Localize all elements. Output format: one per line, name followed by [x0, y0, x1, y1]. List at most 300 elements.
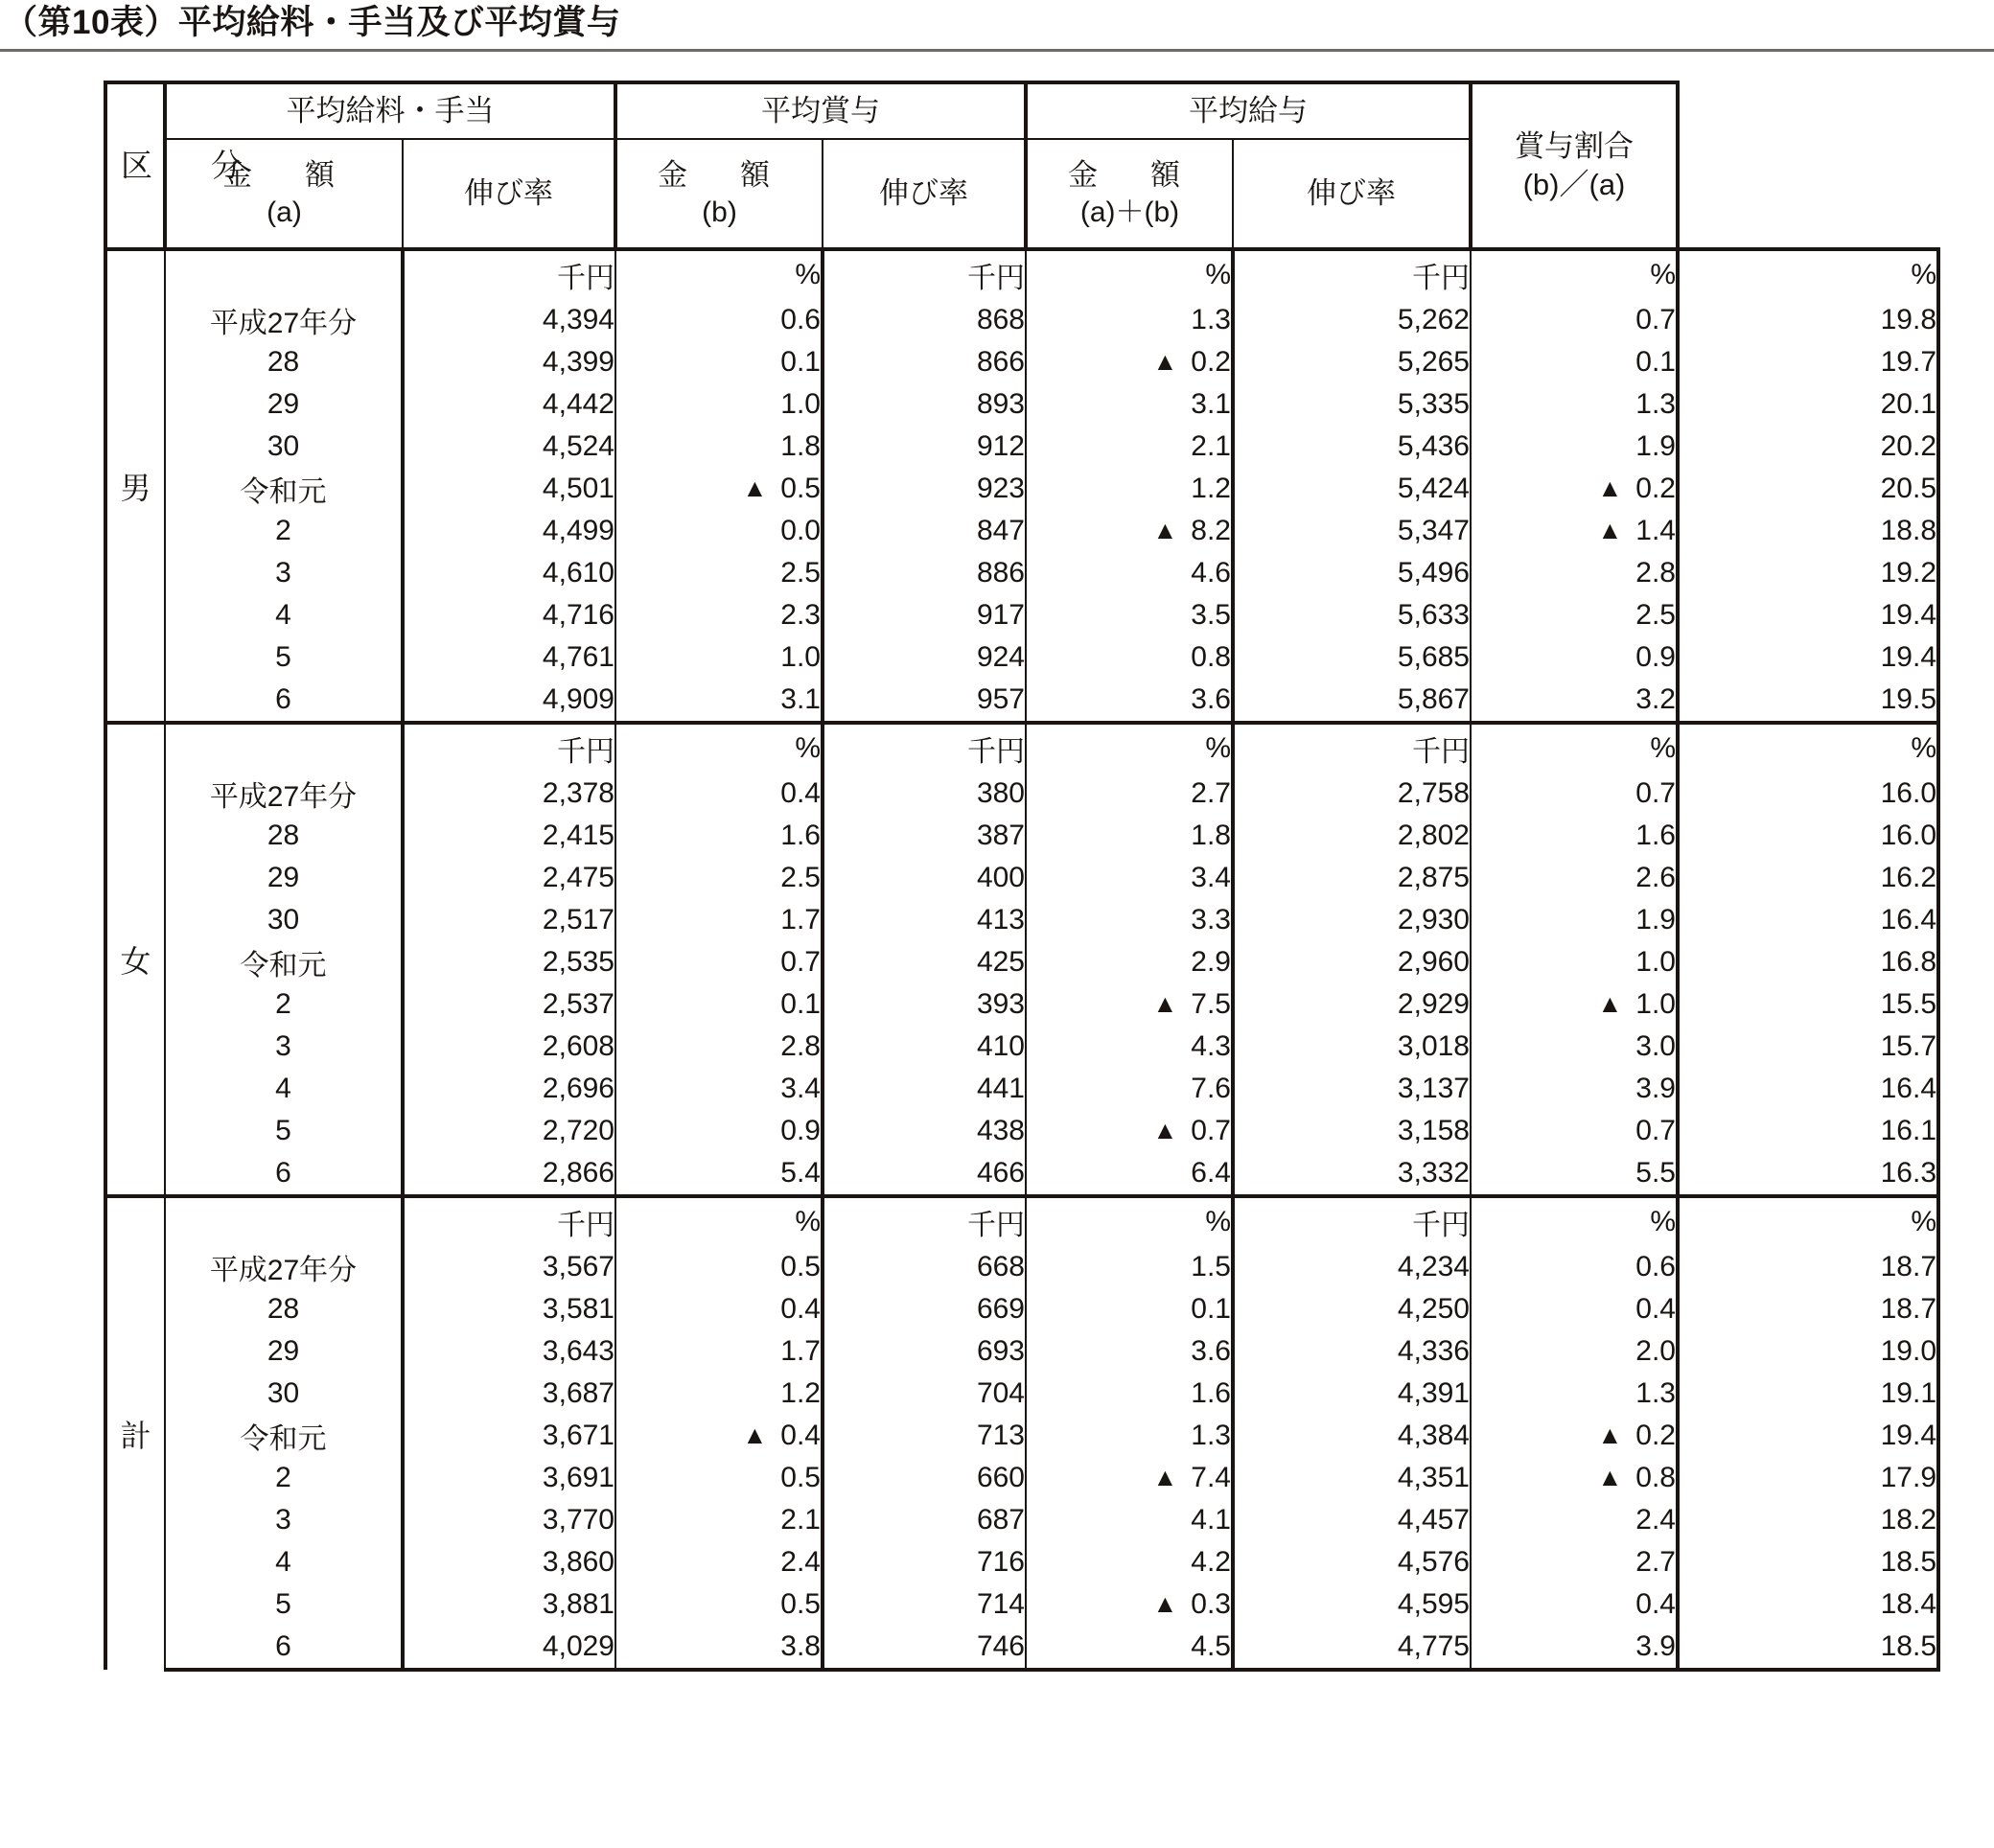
- header-group-total: 平均給与: [1026, 82, 1471, 139]
- cell-bonus-amount: 704: [823, 1373, 1026, 1415]
- cell-total-growth: 0.4: [1471, 1288, 1678, 1330]
- cell-total-amount: 4,576: [1233, 1541, 1471, 1583]
- table-row: [105, 636, 1938, 679]
- cell-bonus-ratio: 19.5: [1678, 679, 1938, 723]
- cell-bonus-amount: 393: [823, 983, 1026, 1026]
- negative-triangle-icon: ▲: [1152, 1589, 1178, 1618]
- table-row: [105, 299, 1938, 341]
- cell-total-amount: 2,929: [1233, 983, 1471, 1026]
- cell-bonus-growth: 4.5: [1026, 1626, 1233, 1670]
- cell-bonus-amount: 660: [823, 1457, 1026, 1499]
- table-row: [105, 1415, 1938, 1457]
- table-row: [105, 983, 1938, 1026]
- cell-salary-amount: 4,524: [403, 426, 615, 468]
- table-row: [105, 899, 1938, 941]
- cell-bonus-growth: 4.6: [1026, 552, 1233, 594]
- unit-bonus-growth: %: [1026, 723, 1233, 773]
- cell-bonus-growth: 2.9: [1026, 941, 1233, 983]
- row-year-label: 3: [165, 1026, 403, 1068]
- cell-total-growth: 1.9: [1471, 899, 1678, 941]
- cell-salary-amount: 2,696: [403, 1068, 615, 1110]
- cell-total-amount: 3,158: [1233, 1110, 1471, 1152]
- cell-total-growth: 1.6: [1471, 815, 1678, 857]
- cell-salary-growth: 3.8: [615, 1626, 823, 1670]
- row-year-label: 30: [165, 1373, 403, 1415]
- cell-bonus-amount: 438: [823, 1110, 1026, 1152]
- cell-bonus-ratio: 19.7: [1678, 341, 1938, 383]
- cell-bonus-amount: 425: [823, 941, 1026, 983]
- cell-salary-growth: 3.4: [615, 1068, 823, 1110]
- cell-total-growth: 3.9: [1471, 1626, 1678, 1670]
- cell-salary-growth: ▲ 0.5: [615, 468, 823, 510]
- table-row: [105, 510, 1938, 552]
- header-kubun: 区 分: [105, 82, 165, 249]
- cell-total-amount: 2,802: [1233, 815, 1471, 857]
- cell-bonus-amount: 886: [823, 552, 1026, 594]
- cell-bonus-ratio: 16.4: [1678, 1068, 1938, 1110]
- row-year-label: 6: [165, 1626, 403, 1670]
- cell-total-amount: 5,685: [1233, 636, 1471, 679]
- cell-bonus-amount: 441: [823, 1068, 1026, 1110]
- cell-total-amount: 2,875: [1233, 857, 1471, 899]
- cell-bonus-growth: 1.2: [1026, 468, 1233, 510]
- table-row: [105, 679, 1938, 723]
- cell-salary-amount: 3,687: [403, 1373, 615, 1415]
- cell-bonus-ratio: 16.0: [1678, 773, 1938, 815]
- cell-total-amount: 5,496: [1233, 552, 1471, 594]
- row-year-label: 28: [165, 1288, 403, 1330]
- cell-bonus-growth: 2.7: [1026, 773, 1233, 815]
- header-group-bonus: 平均賞与: [615, 82, 1026, 139]
- cell-salary-growth: 2.4: [615, 1541, 823, 1583]
- cell-total-growth: 2.0: [1471, 1330, 1678, 1373]
- row-year-label: 30: [165, 899, 403, 941]
- cell-salary-growth: 0.4: [615, 773, 823, 815]
- cell-salary-growth: 0.5: [615, 1457, 823, 1499]
- cell-bonus-ratio: 16.8: [1678, 941, 1938, 983]
- cell-bonus-amount: 716: [823, 1541, 1026, 1583]
- unit-bonus-amount: 千円: [823, 1196, 1026, 1246]
- row-year-label: 令和元: [165, 1415, 403, 1457]
- cell-salary-amount: 3,770: [403, 1499, 615, 1541]
- cell-bonus-ratio: 16.0: [1678, 815, 1938, 857]
- cell-total-growth: 2.7: [1471, 1541, 1678, 1583]
- cell-total-amount: 2,960: [1233, 941, 1471, 983]
- cell-total-amount: 5,436: [1233, 426, 1471, 468]
- cell-salary-amount: 2,720: [403, 1110, 615, 1152]
- table-row: [105, 815, 1938, 857]
- cell-bonus-ratio: 18.5: [1678, 1541, 1938, 1583]
- header-total-amount-line1: 金 額: [1068, 157, 1192, 192]
- unit-salary-growth: %: [615, 1196, 823, 1246]
- cell-bonus-growth: 2.1: [1026, 426, 1233, 468]
- table-row: [105, 1068, 1938, 1110]
- unit-row-label-blank: [165, 723, 403, 773]
- cell-total-growth: ▲ 1.4: [1471, 510, 1678, 552]
- header-group-row: [105, 82, 1938, 139]
- negative-triangle-icon: ▲: [1152, 989, 1178, 1018]
- cell-total-growth: 1.0: [1471, 941, 1678, 983]
- cell-bonus-ratio: 18.8: [1678, 510, 1938, 552]
- cell-bonus-growth: 7.6: [1026, 1068, 1233, 1110]
- cell-salary-amount: 4,394: [403, 299, 615, 341]
- row-year-label: 4: [165, 594, 403, 636]
- cell-total-growth: ▲ 0.8: [1471, 1457, 1678, 1499]
- cell-bonus-growth: 1.8: [1026, 815, 1233, 857]
- cell-bonus-amount: 410: [823, 1026, 1026, 1068]
- header-bonus-ratio-line2: (b)／(a): [1522, 168, 1626, 201]
- cell-salary-amount: 2,475: [403, 857, 615, 899]
- cell-salary-amount: 2,608: [403, 1026, 615, 1068]
- unit-total-amount: 千円: [1233, 249, 1471, 299]
- cell-total-amount: 4,391: [1233, 1373, 1471, 1415]
- cell-bonus-growth: 6.4: [1026, 1152, 1233, 1196]
- cell-total-growth: 2.4: [1471, 1499, 1678, 1541]
- header-total-amount: [1026, 139, 1233, 249]
- cell-salary-growth: 5.4: [615, 1152, 823, 1196]
- cell-bonus-ratio: 20.2: [1678, 426, 1938, 468]
- unit-bonus-ratio: %: [1678, 249, 1938, 299]
- row-year-label: 6: [165, 679, 403, 723]
- table-row: [105, 1626, 1938, 1670]
- cell-bonus-growth: 1.6: [1026, 1373, 1233, 1415]
- negative-triangle-icon: ▲: [1597, 1463, 1623, 1491]
- cell-bonus-growth: ▲ 7.4: [1026, 1457, 1233, 1499]
- cell-salary-growth: 0.6: [615, 299, 823, 341]
- table-row: [105, 1541, 1938, 1583]
- unit-row: [105, 249, 1938, 299]
- cell-bonus-growth: ▲ 0.2: [1026, 341, 1233, 383]
- negative-triangle-icon: ▲: [1152, 347, 1178, 376]
- cell-bonus-ratio: 18.4: [1678, 1583, 1938, 1626]
- unit-salary-growth: %: [615, 249, 823, 299]
- header-bonus-amount-line2: (b): [702, 196, 737, 228]
- cell-total-growth: ▲ 0.2: [1471, 468, 1678, 510]
- unit-row: [105, 1196, 1938, 1246]
- header-bonus-ratio-line1: 賞与割合: [1515, 128, 1634, 163]
- table-row: [105, 1330, 1938, 1373]
- cell-bonus-amount: 713: [823, 1415, 1026, 1457]
- cell-bonus-amount: 413: [823, 899, 1026, 941]
- negative-triangle-icon: ▲: [1152, 1116, 1178, 1144]
- cell-salary-amount: 4,501: [403, 468, 615, 510]
- cell-bonus-ratio: 18.5: [1678, 1626, 1938, 1670]
- row-year-label: 28: [165, 815, 403, 857]
- cell-salary-amount: 3,581: [403, 1288, 615, 1330]
- unit-salary-amount: 千円: [403, 723, 615, 773]
- negative-triangle-icon: ▲: [1152, 1463, 1178, 1491]
- cell-bonus-amount: 687: [823, 1499, 1026, 1541]
- cell-bonus-growth: 1.3: [1026, 299, 1233, 341]
- cell-salary-amount: 4,761: [403, 636, 615, 679]
- table-row: [105, 1110, 1938, 1152]
- cell-salary-growth: 1.6: [615, 815, 823, 857]
- row-year-label: 29: [165, 1330, 403, 1373]
- unit-bonus-growth: %: [1026, 249, 1233, 299]
- unit-row-label-blank: [165, 249, 403, 299]
- cell-total-amount: 5,265: [1233, 341, 1471, 383]
- row-year-label: 平成27年分: [165, 1246, 403, 1288]
- cell-total-growth: 0.1: [1471, 341, 1678, 383]
- table-row: [105, 426, 1938, 468]
- cell-salary-growth: 0.1: [615, 983, 823, 1026]
- cell-salary-growth: 0.5: [615, 1583, 823, 1626]
- cell-total-amount: 3,018: [1233, 1026, 1471, 1068]
- cell-salary-amount: 3,881: [403, 1583, 615, 1626]
- cell-salary-growth: 1.7: [615, 899, 823, 941]
- cell-total-growth: 2.8: [1471, 552, 1678, 594]
- negative-triangle-icon: ▲: [742, 474, 768, 502]
- cell-bonus-growth: 3.6: [1026, 679, 1233, 723]
- cell-bonus-amount: 924: [823, 636, 1026, 679]
- table-row: [105, 1583, 1938, 1626]
- cell-salary-amount: 4,716: [403, 594, 615, 636]
- cell-salary-growth: 0.0: [615, 510, 823, 552]
- cell-bonus-ratio: 19.1: [1678, 1373, 1938, 1415]
- row-year-label: 令和元: [165, 941, 403, 983]
- cell-salary-growth: 1.0: [615, 636, 823, 679]
- table-row: [105, 1246, 1938, 1288]
- cell-bonus-ratio: 17.9: [1678, 1457, 1938, 1499]
- cell-salary-amount: 2,378: [403, 773, 615, 815]
- cell-total-amount: 5,335: [1233, 383, 1471, 426]
- unit-total-amount: 千円: [1233, 723, 1471, 773]
- cell-total-amount: 4,595: [1233, 1583, 1471, 1626]
- cell-total-amount: 2,930: [1233, 899, 1471, 941]
- cell-salary-amount: 3,671: [403, 1415, 615, 1457]
- row-year-label: 平成27年分: [165, 299, 403, 341]
- cell-bonus-ratio: 16.2: [1678, 857, 1938, 899]
- cell-salary-growth: 2.3: [615, 594, 823, 636]
- cell-salary-growth: 0.5: [615, 1246, 823, 1288]
- cell-bonus-ratio: 20.5: [1678, 468, 1938, 510]
- cell-salary-amount: 4,499: [403, 510, 615, 552]
- section-label-計: 計: [105, 1196, 165, 1670]
- unit-row-label-blank: [165, 1196, 403, 1246]
- section-label-女: 女: [105, 723, 165, 1196]
- cell-bonus-amount: 669: [823, 1288, 1026, 1330]
- row-year-label: 3: [165, 552, 403, 594]
- cell-total-growth: ▲ 1.0: [1471, 983, 1678, 1026]
- cell-total-growth: 1.9: [1471, 426, 1678, 468]
- row-year-label: 4: [165, 1541, 403, 1583]
- cell-salary-growth: 0.7: [615, 941, 823, 983]
- cell-total-growth: 5.5: [1471, 1152, 1678, 1196]
- row-year-label: 2: [165, 983, 403, 1026]
- cell-bonus-ratio: 18.2: [1678, 1499, 1938, 1541]
- row-year-label: 29: [165, 857, 403, 899]
- cell-salary-amount: 4,399: [403, 341, 615, 383]
- cell-salary-amount: 4,610: [403, 552, 615, 594]
- cell-total-growth: 0.7: [1471, 299, 1678, 341]
- negative-triangle-icon: ▲: [1597, 989, 1623, 1018]
- cell-bonus-amount: 917: [823, 594, 1026, 636]
- unit-bonus-ratio: %: [1678, 723, 1938, 773]
- cell-bonus-growth: 3.6: [1026, 1330, 1233, 1373]
- table-row: [105, 1373, 1938, 1415]
- page-title: （第10表）平均給料・手当及び平均賞与: [4, 4, 621, 41]
- cell-bonus-amount: 746: [823, 1626, 1026, 1670]
- cell-salary-amount: 4,909: [403, 679, 615, 723]
- cell-bonus-ratio: 19.4: [1678, 1415, 1938, 1457]
- row-year-label: 平成27年分: [165, 773, 403, 815]
- row-year-label: 2: [165, 1457, 403, 1499]
- cell-total-amount: 5,633: [1233, 594, 1471, 636]
- row-year-label: 29: [165, 383, 403, 426]
- cell-total-growth: 2.5: [1471, 594, 1678, 636]
- cell-bonus-growth: 0.8: [1026, 636, 1233, 679]
- cell-salary-growth: 2.1: [615, 1499, 823, 1541]
- cell-total-growth: ▲ 0.2: [1471, 1415, 1678, 1457]
- row-year-label: 28: [165, 341, 403, 383]
- cell-salary-growth: 0.9: [615, 1110, 823, 1152]
- cell-total-growth: 2.6: [1471, 857, 1678, 899]
- cell-salary-amount: 2,535: [403, 941, 615, 983]
- cell-total-amount: 4,457: [1233, 1499, 1471, 1541]
- header-total-amount-line2: (a)＋(b): [1079, 196, 1180, 228]
- cell-bonus-ratio: 18.7: [1678, 1288, 1938, 1330]
- cell-bonus-amount: 957: [823, 679, 1026, 723]
- row-year-label: 令和元: [165, 468, 403, 510]
- cell-salary-growth: 0.1: [615, 341, 823, 383]
- unit-bonus-growth: %: [1026, 1196, 1233, 1246]
- cell-total-amount: 4,336: [1233, 1330, 1471, 1373]
- cell-salary-amount: 2,415: [403, 815, 615, 857]
- cell-bonus-ratio: 15.5: [1678, 983, 1938, 1026]
- header-bonus-ratio: [1471, 82, 1678, 249]
- header-bonus-amount: [615, 139, 823, 249]
- cell-bonus-growth: 1.3: [1026, 1415, 1233, 1457]
- cell-salary-growth: 3.1: [615, 679, 823, 723]
- row-year-label: 5: [165, 636, 403, 679]
- cell-bonus-ratio: 18.7: [1678, 1246, 1938, 1288]
- cell-bonus-growth: ▲ 0.7: [1026, 1110, 1233, 1152]
- cell-total-growth: 0.9: [1471, 636, 1678, 679]
- cell-bonus-growth: 3.5: [1026, 594, 1233, 636]
- negative-triangle-icon: ▲: [1597, 1421, 1623, 1449]
- cell-total-amount: 5,347: [1233, 510, 1471, 552]
- cell-salary-growth: ▲ 0.4: [615, 1415, 823, 1457]
- cell-salary-growth: 2.5: [615, 552, 823, 594]
- cell-total-growth: 0.7: [1471, 773, 1678, 815]
- row-year-label: 5: [165, 1583, 403, 1626]
- cell-bonus-amount: 466: [823, 1152, 1026, 1196]
- average-salary-bonus-table: [104, 81, 1940, 1672]
- cell-bonus-amount: 923: [823, 468, 1026, 510]
- cell-total-amount: 5,424: [1233, 468, 1471, 510]
- header-total-growth: 伸び率: [1233, 139, 1471, 249]
- cell-salary-amount: 3,860: [403, 1541, 615, 1583]
- header-group-salary: 平均給料・手当: [165, 82, 615, 139]
- cell-bonus-growth: 4.3: [1026, 1026, 1233, 1068]
- cell-bonus-growth: ▲ 7.5: [1026, 983, 1233, 1026]
- row-year-label: 5: [165, 1110, 403, 1152]
- table-row: [105, 383, 1938, 426]
- cell-bonus-amount: 380: [823, 773, 1026, 815]
- cell-bonus-amount: 866: [823, 341, 1026, 383]
- row-year-label: 4: [165, 1068, 403, 1110]
- cell-salary-growth: 2.8: [615, 1026, 823, 1068]
- cell-bonus-amount: 400: [823, 857, 1026, 899]
- table-row: [105, 1026, 1938, 1068]
- cell-bonus-growth: ▲ 8.2: [1026, 510, 1233, 552]
- unit-total-amount: 千円: [1233, 1196, 1471, 1246]
- cell-salary-amount: 4,029: [403, 1626, 615, 1670]
- cell-bonus-ratio: 16.3: [1678, 1152, 1938, 1196]
- unit-salary-growth: %: [615, 723, 823, 773]
- cell-bonus-growth: 1.5: [1026, 1246, 1233, 1288]
- cell-total-growth: 0.7: [1471, 1110, 1678, 1152]
- row-year-label: 3: [165, 1499, 403, 1541]
- cell-bonus-ratio: 19.2: [1678, 552, 1938, 594]
- unit-total-growth: %: [1471, 1196, 1678, 1246]
- cell-bonus-amount: 893: [823, 383, 1026, 426]
- cell-bonus-ratio: 19.4: [1678, 636, 1938, 679]
- table-row: [105, 1152, 1938, 1196]
- header-bonus-growth: 伸び率: [823, 139, 1026, 249]
- cell-bonus-growth: 4.2: [1026, 1541, 1233, 1583]
- header-bonus-amount-line1: 金 額: [658, 157, 781, 192]
- cell-salary-amount: 4,442: [403, 383, 615, 426]
- unit-bonus-amount: 千円: [823, 723, 1026, 773]
- table-row: [105, 1457, 1938, 1499]
- table-row: [105, 1499, 1938, 1541]
- cell-total-growth: 3.0: [1471, 1026, 1678, 1068]
- cell-bonus-growth: 0.1: [1026, 1288, 1233, 1330]
- cell-bonus-amount: 668: [823, 1246, 1026, 1288]
- section-label-男: 男: [105, 249, 165, 723]
- table-row: [105, 773, 1938, 815]
- cell-salary-growth: 2.5: [615, 857, 823, 899]
- cell-bonus-amount: 387: [823, 815, 1026, 857]
- unit-total-growth: %: [1471, 249, 1678, 299]
- cell-total-amount: 4,234: [1233, 1246, 1471, 1288]
- table-container: [0, 81, 1994, 1672]
- cell-total-amount: 5,867: [1233, 679, 1471, 723]
- cell-bonus-amount: 847: [823, 510, 1026, 552]
- cell-total-growth: 3.2: [1471, 679, 1678, 723]
- table-row: [105, 594, 1938, 636]
- negative-triangle-icon: ▲: [742, 1421, 768, 1449]
- cell-bonus-growth: 3.3: [1026, 899, 1233, 941]
- cell-bonus-ratio: 19.0: [1678, 1330, 1938, 1373]
- cell-total-amount: 4,384: [1233, 1415, 1471, 1457]
- table-row: [105, 857, 1938, 899]
- row-year-label: 2: [165, 510, 403, 552]
- table-header: [105, 82, 1938, 249]
- table-row: [105, 468, 1938, 510]
- table-row: [105, 941, 1938, 983]
- negative-triangle-icon: ▲: [1597, 516, 1623, 544]
- cell-salary-amount: 3,691: [403, 1457, 615, 1499]
- cell-salary-growth: 0.4: [615, 1288, 823, 1330]
- cell-bonus-ratio: 16.4: [1678, 899, 1938, 941]
- cell-total-growth: 1.3: [1471, 383, 1678, 426]
- header-salary-amount-line2: (a): [267, 196, 302, 228]
- cell-bonus-growth: ▲ 0.3: [1026, 1583, 1233, 1626]
- cell-salary-growth: 1.7: [615, 1330, 823, 1373]
- cell-bonus-amount: 693: [823, 1330, 1026, 1373]
- cell-bonus-amount: 714: [823, 1583, 1026, 1626]
- unit-salary-amount: 千円: [403, 249, 615, 299]
- negative-triangle-icon: ▲: [1152, 516, 1178, 544]
- cell-salary-amount: 3,643: [403, 1330, 615, 1373]
- table-row: [105, 1288, 1938, 1330]
- cell-total-amount: 3,137: [1233, 1068, 1471, 1110]
- cell-salary-growth: 1.2: [615, 1373, 823, 1415]
- cell-bonus-ratio: 19.8: [1678, 299, 1938, 341]
- cell-salary-growth: 1.0: [615, 383, 823, 426]
